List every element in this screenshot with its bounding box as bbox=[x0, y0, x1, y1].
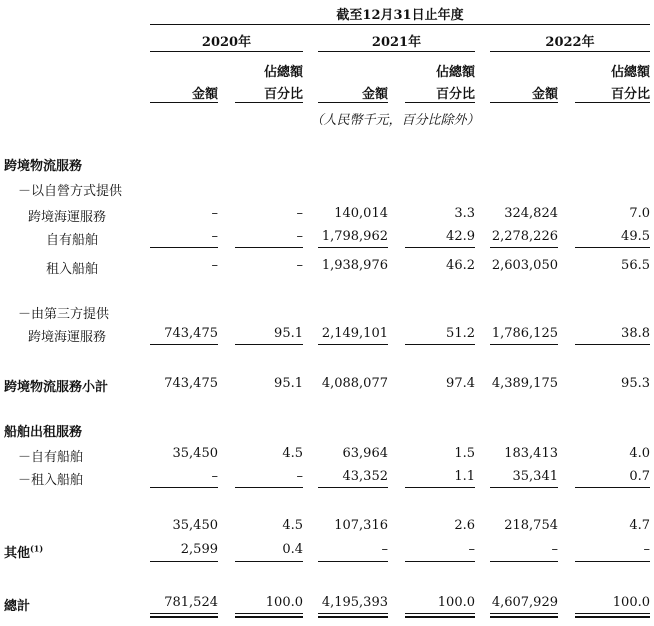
cell-pct-2021: 46.2 bbox=[446, 258, 475, 273]
underline bbox=[150, 487, 218, 488]
row-label: －租入船舶 bbox=[18, 473, 84, 488]
cell-pct-2022: 4.0 bbox=[629, 446, 650, 461]
cell-pct-2020: – bbox=[296, 206, 303, 221]
underline bbox=[318, 247, 388, 248]
underline bbox=[575, 344, 650, 345]
cell-amount-2020: 35,450 bbox=[172, 518, 218, 533]
cell-amount-2020: 781,524 bbox=[164, 595, 218, 610]
cell-amount-2020: – bbox=[211, 258, 218, 273]
header-rule bbox=[150, 24, 650, 25]
subsection-third-party: －由第三方提供 bbox=[18, 307, 110, 322]
cell-pct-2021: 3.3 bbox=[454, 206, 475, 221]
cell-pct-2020: 4.5 bbox=[282, 518, 303, 533]
footnote-marker: (1) bbox=[30, 543, 44, 554]
col-amount-2021: 金額 bbox=[361, 87, 388, 102]
cell-pct-2020: – bbox=[296, 469, 303, 484]
cell-amount-2022: 4,607,929 bbox=[491, 595, 558, 610]
year-2020: 2020年 bbox=[201, 35, 252, 50]
colhdr-rule bbox=[575, 102, 650, 103]
col-amount-2022: 金額 bbox=[531, 87, 558, 102]
cell-amount-2020: – bbox=[211, 206, 218, 221]
double-underline bbox=[318, 613, 388, 614]
year-2021: 2021年 bbox=[371, 35, 422, 50]
double-underline bbox=[318, 616, 388, 618]
cell-pct-2022: 4.7 bbox=[629, 518, 650, 533]
underline bbox=[575, 247, 650, 248]
year-rule-2021 bbox=[318, 51, 475, 52]
table-row bbox=[0, 258, 654, 276]
cell-pct-2021: – bbox=[468, 542, 475, 557]
cell-amount-2021: – bbox=[381, 542, 388, 557]
colhdr-rule bbox=[150, 102, 218, 103]
col-pct-2020-l2: 百分比 bbox=[263, 87, 303, 102]
row-label: 租入船舶 bbox=[46, 262, 99, 277]
section-chartering: 船舶出租服務 bbox=[4, 425, 83, 440]
underline bbox=[318, 487, 388, 488]
cell-amount-2022: – bbox=[551, 542, 558, 557]
row-label: －自有船舶 bbox=[18, 450, 84, 465]
cell-amount-2022: 4,389,175 bbox=[491, 376, 558, 391]
cell-amount-2022: 2,603,050 bbox=[491, 258, 558, 273]
col-pct-2022-l2: 百分比 bbox=[610, 87, 650, 102]
cell-pct-2022: 7.0 bbox=[629, 206, 650, 221]
table-row bbox=[0, 518, 654, 536]
col-pct-2022-l1: 佔總額 bbox=[610, 65, 650, 80]
cell-amount-2020: 743,475 bbox=[164, 376, 218, 391]
row-label: 跨境海運服務 bbox=[28, 330, 107, 345]
underline bbox=[235, 247, 303, 248]
cell-amount-2022: 218,754 bbox=[504, 518, 558, 533]
col-pct-2021-l2: 百分比 bbox=[435, 87, 475, 102]
cell-amount-2021: 4,195,393 bbox=[321, 595, 388, 610]
cell-amount-2021: 1,798,962 bbox=[321, 229, 388, 244]
cell-pct-2022: 56.5 bbox=[621, 258, 650, 273]
cell-pct-2022: – bbox=[643, 542, 650, 557]
cell-amount-2020: – bbox=[211, 229, 218, 244]
cell-pct-2021: 1.1 bbox=[454, 469, 475, 484]
cell-pct-2020: 95.1 bbox=[274, 376, 303, 391]
underline bbox=[318, 561, 388, 562]
cell-pct-2021: 100.0 bbox=[437, 595, 475, 610]
cell-pct-2022: 49.5 bbox=[621, 229, 650, 244]
cell-amount-2021: 43,352 bbox=[342, 469, 388, 484]
double-underline bbox=[490, 613, 558, 614]
double-underline bbox=[575, 616, 650, 618]
double-underline bbox=[575, 613, 650, 614]
underline bbox=[490, 247, 558, 248]
underline bbox=[490, 487, 558, 488]
double-underline bbox=[405, 616, 475, 618]
row-label: 自有船舶 bbox=[46, 233, 99, 248]
cell-amount-2021: 2,149,101 bbox=[321, 326, 388, 341]
cell-amount-2021: 140,014 bbox=[334, 206, 388, 221]
underline bbox=[405, 344, 475, 345]
cell-pct-2020: 95.1 bbox=[274, 326, 303, 341]
row-label: 總計 bbox=[4, 599, 31, 614]
row-label: 跨境物流服務小計 bbox=[4, 380, 109, 395]
cell-amount-2022: 35,341 bbox=[512, 469, 558, 484]
underline bbox=[490, 561, 558, 562]
year-rule-2020 bbox=[150, 51, 303, 52]
unit-note: （人民幣千元，百分比除外） bbox=[310, 113, 480, 128]
table-row bbox=[0, 469, 654, 487]
table-row bbox=[0, 229, 654, 247]
cell-amount-2020: 2,599 bbox=[180, 542, 218, 557]
col-pct-2020-l1: 佔總額 bbox=[263, 65, 303, 80]
cell-pct-2020: 4.5 bbox=[282, 446, 303, 461]
period-title: 截至12月31日止年度 bbox=[336, 8, 464, 23]
cell-pct-2021: 2.6 bbox=[454, 518, 475, 533]
underline bbox=[150, 344, 218, 345]
cell-pct-2020: 100.0 bbox=[265, 595, 303, 610]
colhdr-rule bbox=[490, 102, 558, 103]
underline bbox=[235, 561, 303, 562]
table-row bbox=[0, 542, 654, 560]
underline bbox=[150, 561, 218, 562]
col-pct-2021-l1: 佔總額 bbox=[435, 65, 475, 80]
cell-pct-2022: 95.3 bbox=[621, 376, 650, 391]
double-underline bbox=[150, 613, 218, 614]
underline bbox=[235, 487, 303, 488]
table-row bbox=[0, 446, 654, 464]
double-underline bbox=[235, 613, 303, 614]
colhdr-rule bbox=[318, 102, 388, 103]
cell-pct-2020: 0.4 bbox=[282, 542, 303, 557]
year-rule-2022 bbox=[490, 51, 650, 52]
underline bbox=[405, 487, 475, 488]
colhdr-rule bbox=[405, 102, 475, 103]
cell-pct-2022: 100.0 bbox=[612, 595, 650, 610]
cell-pct-2022: 0.7 bbox=[629, 469, 650, 484]
col-amount-2020: 金額 bbox=[191, 87, 218, 102]
row-label: 跨境海運服務 bbox=[28, 210, 107, 225]
table-row bbox=[0, 206, 654, 224]
cell-amount-2022: 1,786,125 bbox=[491, 326, 558, 341]
cell-amount-2020: 35,450 bbox=[172, 446, 218, 461]
cell-amount-2022: 324,824 bbox=[504, 206, 558, 221]
cell-pct-2020: – bbox=[296, 229, 303, 244]
cell-amount-2020: 743,475 bbox=[164, 326, 218, 341]
subsection-self-operated: －以自營方式提供 bbox=[18, 184, 123, 199]
table-row bbox=[0, 376, 654, 394]
double-underline bbox=[405, 613, 475, 614]
cell-pct-2020: – bbox=[296, 258, 303, 273]
colhdr-rule bbox=[235, 102, 303, 103]
underline bbox=[150, 247, 218, 248]
year-2022: 2022年 bbox=[545, 35, 595, 50]
section-logistics: 跨境物流服務 bbox=[4, 159, 83, 174]
double-underline bbox=[235, 616, 303, 618]
table-row bbox=[0, 326, 654, 344]
cell-amount-2022: 183,413 bbox=[504, 446, 558, 461]
cell-pct-2021: 97.4 bbox=[446, 376, 475, 391]
underline bbox=[405, 561, 475, 562]
cell-amount-2021: 1,938,976 bbox=[321, 258, 388, 273]
underline bbox=[490, 344, 558, 345]
underline bbox=[318, 344, 388, 345]
double-underline bbox=[150, 616, 218, 618]
underline bbox=[235, 344, 303, 345]
underline bbox=[575, 561, 650, 562]
underline bbox=[575, 487, 650, 488]
cell-amount-2021: 4,088,077 bbox=[321, 376, 388, 391]
cell-pct-2021: 42.9 bbox=[446, 229, 475, 244]
underline bbox=[405, 247, 475, 248]
row-label: 其他$^{(1)}$ bbox=[4, 543, 44, 561]
cell-amount-2020: – bbox=[211, 469, 218, 484]
double-underline bbox=[490, 616, 558, 618]
cell-pct-2021: 51.2 bbox=[446, 326, 475, 341]
cell-pct-2021: 1.5 bbox=[454, 446, 475, 461]
cell-amount-2021: 107,316 bbox=[334, 518, 388, 533]
cell-pct-2022: 38.8 bbox=[621, 326, 650, 341]
cell-amount-2022: 2,278,226 bbox=[491, 229, 558, 244]
cell-amount-2021: 63,964 bbox=[342, 446, 388, 461]
table-row bbox=[0, 595, 654, 613]
